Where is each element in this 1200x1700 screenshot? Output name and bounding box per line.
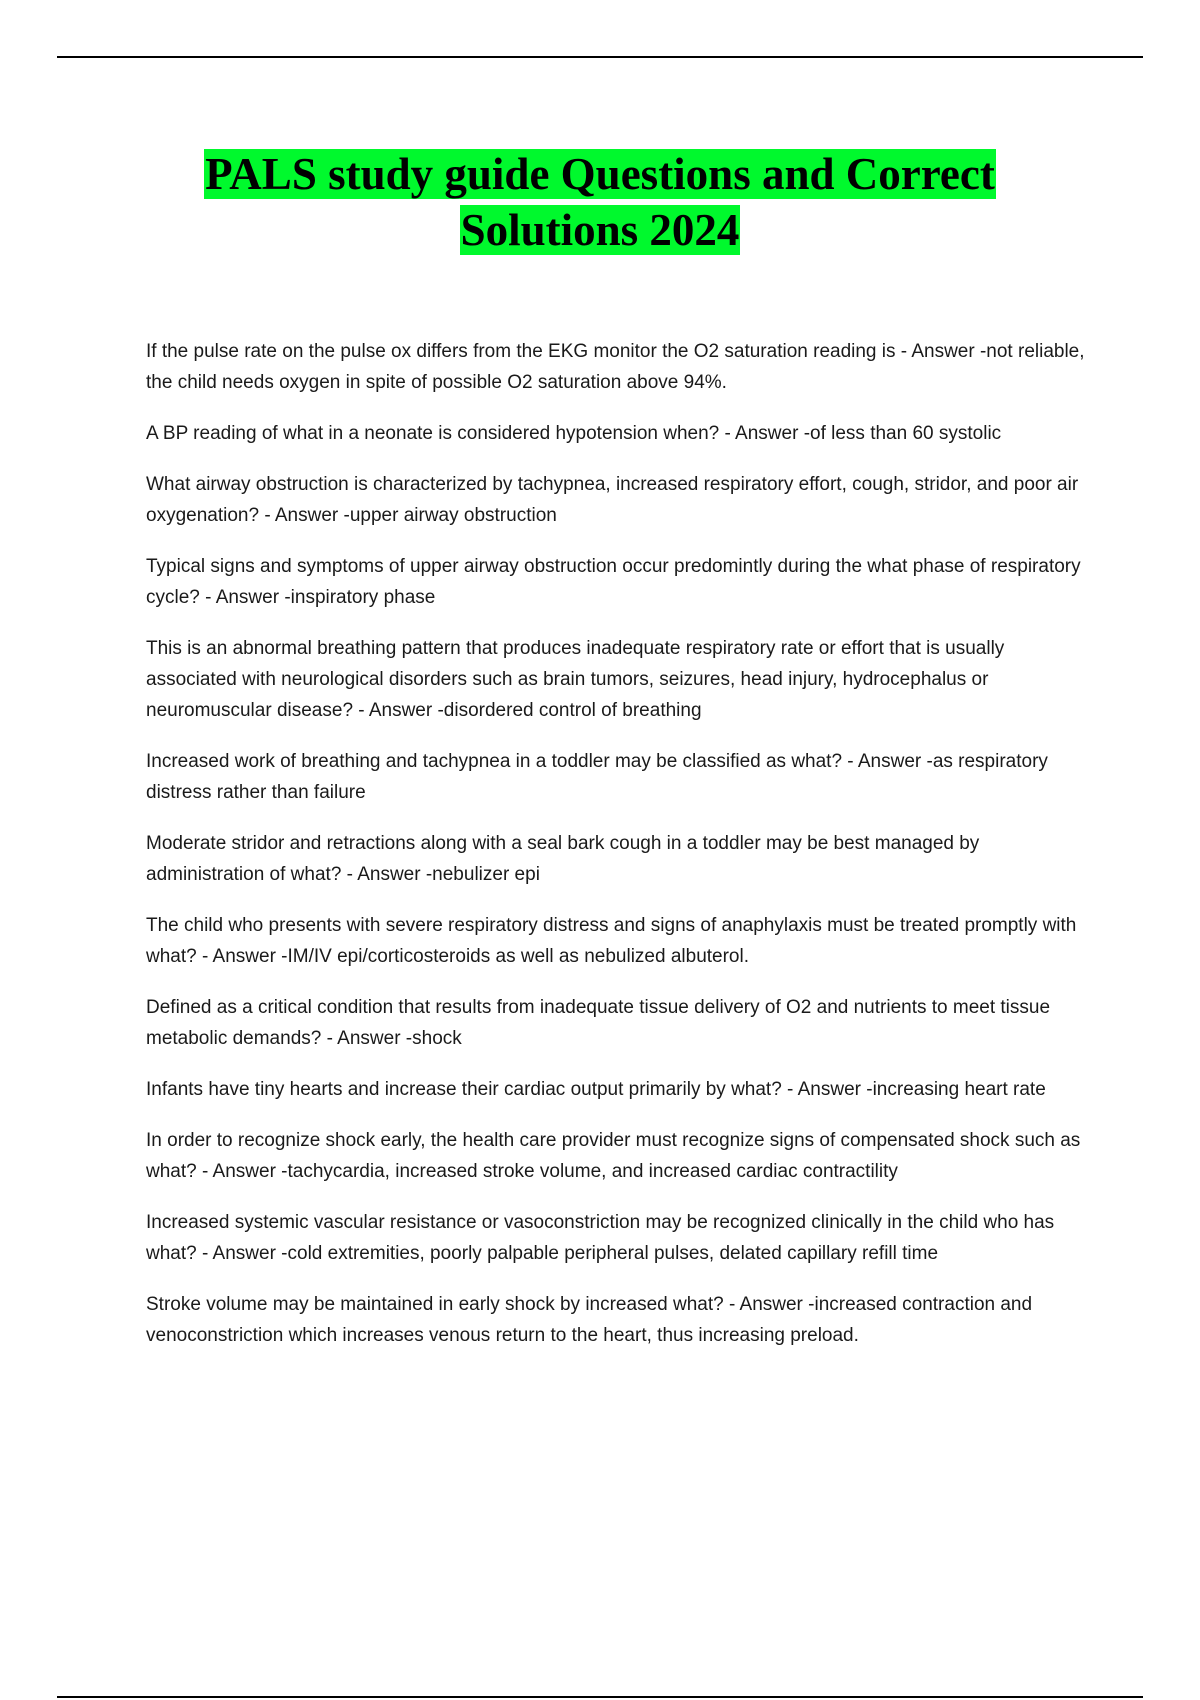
qa-item: A BP reading of what in a neonate is considered hypotension when? - Answer -of less than 60 systolic [146, 423, 1002, 444]
qa-item: If the pulse rate on the pulse ox differs from the EKG monitor the O2 saturation reading is - Answer -not reliable, the child needs oxygen in spite of possible O2 saturation above 94%. [146, 341, 1085, 393]
qa-item: Increased systemic vascular resistance or vasoconstriction may be recognized clinically in the child who has what? - Answer -cold extremities, poorly palpable peripheral pulses, delated capillary refill time [146, 1212, 1055, 1264]
top-rule [57, 56, 1143, 58]
qa-item: What airway obstruction is characterized by tachypnea, increased respiratory effort, cough, stridor, and poor air oxygenation? - Answer -upper airway obstruction [146, 474, 1079, 526]
document-title [0, 146, 1200, 258]
qa-item: In order to recognize shock early, the health care provider must recognize signs of compensated shock such as what? - Answer -tachycardia, increased stroke volume, and increased cardiac contractility [146, 1130, 1081, 1182]
qa-item: Stroke volume may be maintained in early shock by increased what? - Answer -increased contraction and venoconstriction which increases venous return to the heart, thus increasing preload. [146, 1294, 1033, 1346]
bottom-rule [57, 1696, 1143, 1698]
qa-item: Infants have tiny hearts and increase their cardiac output primarily by what? - Answer -increasing heart rate [146, 1079, 1046, 1100]
qa-item: The child who presents with severe respiratory distress and signs of anaphylaxis must be treated promptly with what? - Answer -IM/IV epi/corticosteroids as well as nebulized albuterol. [146, 915, 1077, 967]
qa-list [146, 336, 1096, 1371]
qa-item: Typical signs and symptoms of upper airway obstruction occur predomintly during the what phase of respiratory cycle? - Answer -inspiratory phase [146, 556, 1081, 608]
title-line-1: PALS study guide Questions and Correct [205, 149, 995, 199]
title-line-2: Solutions 2024 [460, 205, 740, 255]
qa-item: Defined as a critical condition that results from inadequate tissue delivery of O2 and nutrients to meet tissue metabolic demands? - Answer -shock [146, 997, 1051, 1049]
qa-item: Moderate stridor and retractions along with a seal bark cough in a toddler may be best managed by administration of what? - Answer -nebulizer epi [146, 833, 980, 885]
qa-item: Increased work of breathing and tachypnea in a toddler may be classified as what? - Answer -as respiratory distress rather than failure [146, 751, 1048, 803]
qa-item: This is an abnormal breathing pattern that produces inadequate respiratory rate or effort that is usually associated with neurological disorders such as brain tumors, seizures, head injury, hydrocephalus or neuromuscular disease? - Answer -disordered control of breathing [146, 638, 1005, 721]
